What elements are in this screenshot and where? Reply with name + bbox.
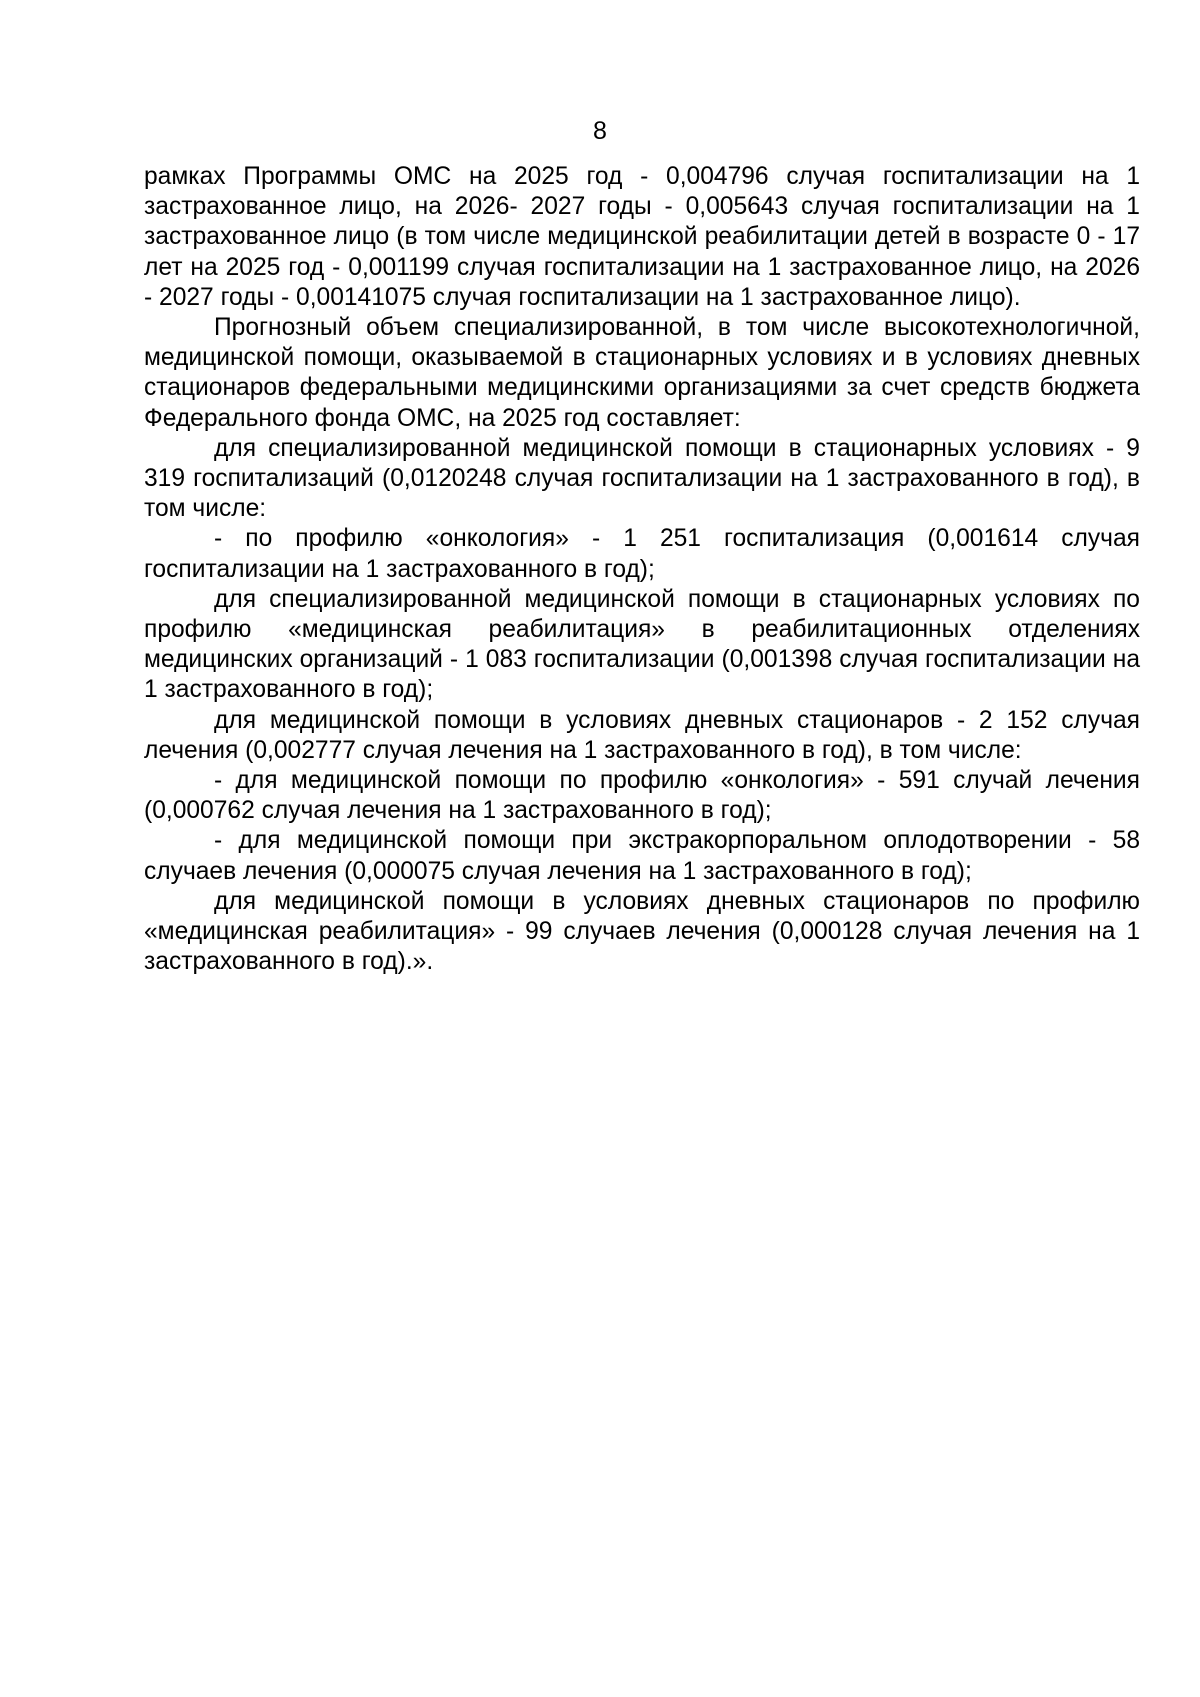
paragraph-inpatient-rehabilitation: для специализированной медицинской помощи в стационарных условиях по профилю «медицинская реабилитация» в реабилитационных отделениях медицинских организаций - 1 083 госпитализации (0,001398 случая госпитализации на 1 застрахованного в год); xyxy=(144,585,1140,704)
paragraph-continuation: рамках Программы ОМС на 2025 год - 0,004796 случая госпитализации на 1 застрахованное лицо, на 2026- 2027 годы - 0,005643 случая госпитализации на 1 застрахованное лицо (в том числе медицинской реабилитации детей в возрасте 0 - 17 лет на 2025 год - 0,001199 случая госпитализации на 1 застрахованное лицо, на 2026 - 2027 годы - 0,00141075 случая госпитализации на 1 застрахованное лицо). xyxy=(144,163,1140,311)
paragraph-day-hospital: для медицинской помощи в условиях дневных стационаров - 2 152 случая лечения (0,002777 случая лечения на 1 застрахованного в год), в том числе: xyxy=(144,706,1140,764)
paragraph-day-hospital-ivf: - для медицинской помощи при экстракорпоральном оплодотворении - 58 случаев лечения (0,000075 случая лечения на 1 застрахованного в год); xyxy=(144,827,1140,885)
paragraph-inpatient-oncology: - по профилю «онкология» - 1 251 госпитализация (0,001614 случая госпитализации на 1 застрахованного в год); xyxy=(144,525,1140,583)
paragraph-day-hospital-oncology: - для медицинской помощи по профилю «онкология» - 591 случай лечения (0,000762 случая лечения на 1 застрахованного в год); xyxy=(144,767,1140,825)
page-number: 8 xyxy=(593,117,607,145)
paragraph-inpatient-care: для специализированной медицинской помощи в стационарных условиях - 9 319 госпитализаций (0,0120248 случая госпитализации на 1 застрахованного в год), в том числе: xyxy=(144,434,1140,523)
paragraph-day-hospital-rehabilitation: для медицинской помощи в условиях дневных стационаров по профилю «медицинская реабилитация» - 99 случаев лечения (0,000128 случая лечения на 1 застрахованного в год).». xyxy=(144,887,1140,976)
document-body xyxy=(144,162,1140,977)
paragraph-forecast-volume: Прогнозный объем специализированной, в том числе высокотехнологичной, медицинской помощи, оказываемой в стационарных условиях и в условиях дневных стационаров федеральными медицинскими организациями за счет средств бюджета Федерального фонда ОМС, на 2025 год составляет: xyxy=(144,314,1140,432)
